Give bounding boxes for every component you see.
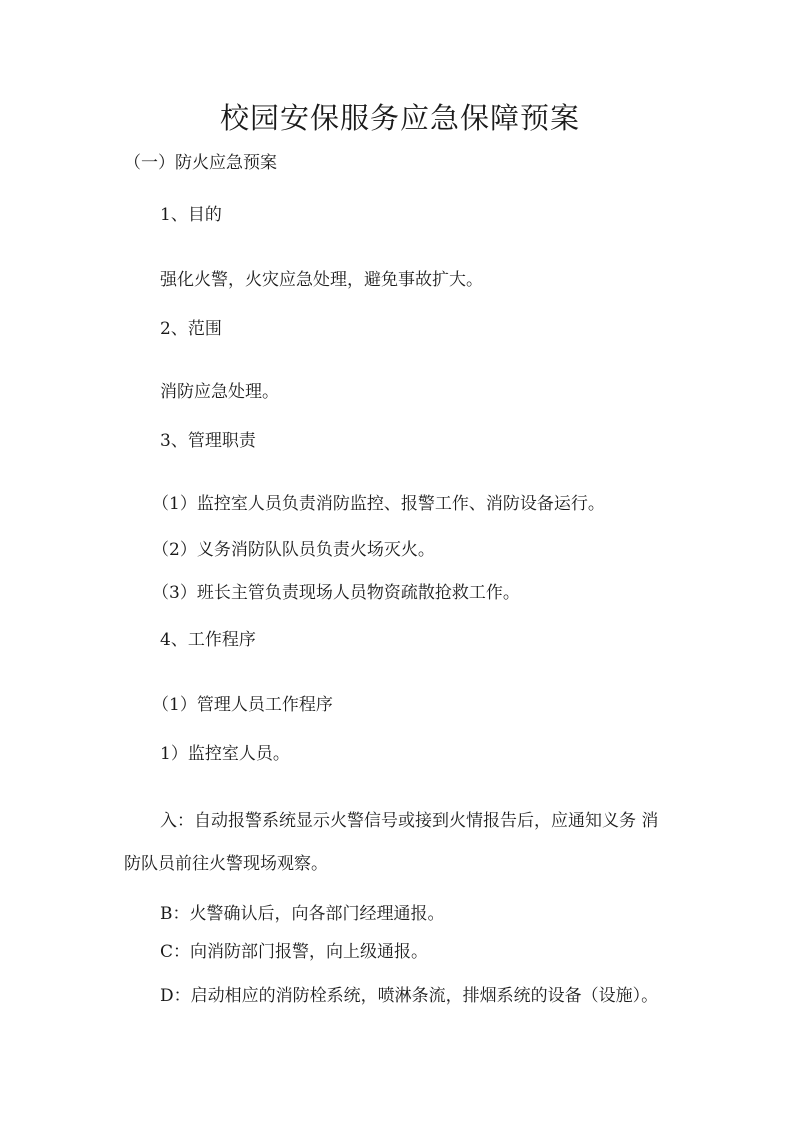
item2-heading: 2、范围 — [160, 319, 222, 339]
step-c: C：向消防部门报警，向上级通报。 — [160, 942, 429, 962]
item3-heading: 3、管理职责 — [160, 431, 256, 451]
procedure-subheading: （1）管理人员工作程序 — [152, 695, 333, 715]
duty-item: （2）义务消防队队员负责火场灭火。 — [152, 540, 435, 560]
duty-item: （1）监控室人员负责消防监控、报警工作、消防设备运行。 — [152, 494, 605, 514]
step-d: D：启动相应的消防栓系统，喷淋条流，排烟系统的设备（设施）。 — [160, 986, 659, 1006]
item1-heading: 1、目的 — [160, 205, 222, 225]
item4-heading: 4、工作程序 — [160, 630, 256, 650]
section-heading: （一）防火应急预案 — [124, 153, 277, 173]
duty-item: （3）班长主管负责现场人员物资疏散抢救工作。 — [152, 583, 520, 603]
procedure-subitem: 1）监控室人员。 — [160, 744, 290, 764]
step-a-line1: 入：自动报警系统显示火警信号或接到火情报告后，应通知义务 消 — [160, 811, 659, 831]
item1-text: 强化火警，火灾应急处理，避免事故扩大。 — [160, 270, 483, 290]
document-title: 校园安保服务应急保障预案 — [219, 101, 580, 135]
step-a-line2: 防队员前往火警现场观察。 — [124, 854, 328, 874]
item2-text: 消防应急处理。 — [160, 382, 279, 402]
step-b: B：火警确认后，向各部门经理通报。 — [160, 904, 445, 924]
